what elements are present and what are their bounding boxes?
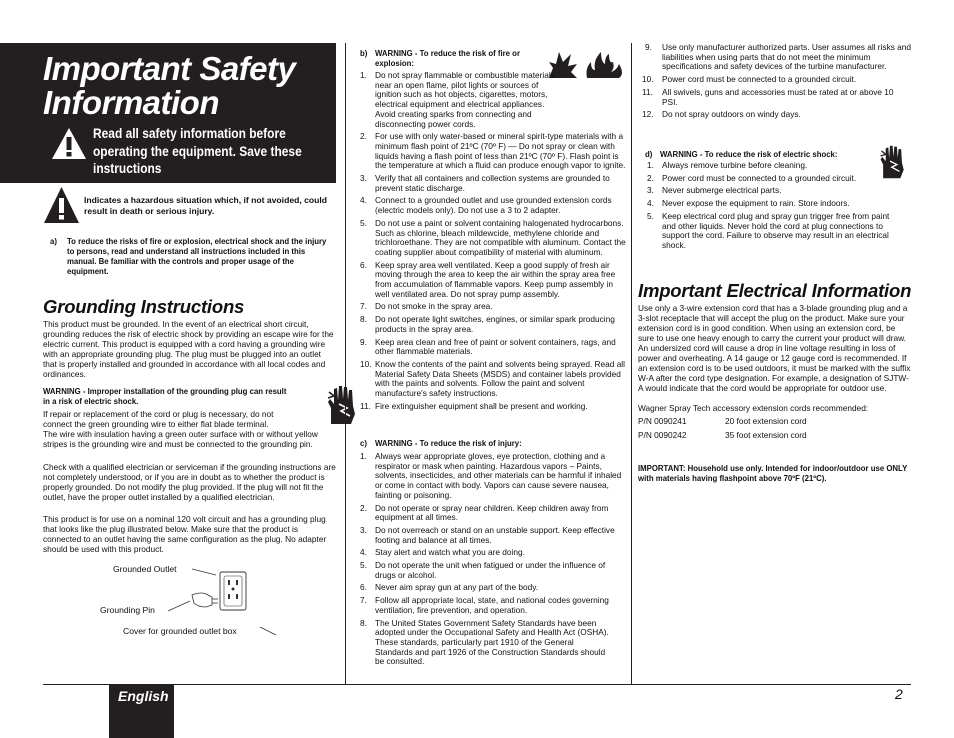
- subtitle-line: instructions: [93, 161, 162, 176]
- title-line-2: Information: [43, 84, 219, 121]
- list-item: 11. Fire extinguisher equipment shall be present and working.: [360, 400, 588, 411]
- list-item: 7. Do not smoke in the spray area.: [360, 301, 493, 312]
- section-label: d): [645, 150, 653, 159]
- electric-shock-hand-icon: [325, 384, 360, 426]
- list-item: 11. All swivels, guns and accessories must be rated at or above 10 PSI.: [642, 86, 894, 107]
- cover-label: Cover for grounded outlet box: [123, 626, 237, 636]
- list-item: 5. Do not use a paint or solvent containing halogenated hydrocarbons. Such as chlorine, bleach mildewcide, methylene chloride and trichloroethane. They are not compatible with aluminum. Contact the coating supplier about compatibility of material with aluminum.: [360, 217, 626, 257]
- column-divider: [631, 43, 632, 684]
- list-item: 10. Power cord must be connected to a grounded circuit.: [642, 74, 857, 85]
- list-item: 1. Always wear appropriate gloves, eye protection, clothing and a respirator or mask when painting. Hazardous vapors – Paints, solvents, insecticides, and other materials can be harmful if inhaled or come in contact with body. Vapors can cause severe nausea, fainting or poisoning.: [360, 451, 622, 500]
- subtitle-line: operating the equipment. Save these: [93, 143, 302, 159]
- list-item: 4. Connect to a grounded outlet and use grounded extension cords (electric models only). Do not use a 3 to 2 adapter.: [360, 195, 612, 216]
- grounding-text: If repair or replacement of the cord or plug is necessary, do not connect the green grounding wire to either flat blade terminal.: [43, 409, 274, 429]
- language-tab: English: [109, 685, 174, 738]
- read-instructions-banner: [93, 125, 326, 178]
- list-item: 3. Verify that all containers and collection systems are grounded to prevent static discharge.: [360, 173, 610, 193]
- list-item: 2. Do not operate or spray near children. Keep children away from equipment at all times.: [360, 502, 609, 523]
- injury-warning-list-continued: [642, 42, 912, 123]
- section-heading-text: WARNING - To reduce the risk of injury:: [375, 439, 522, 448]
- extension-cords-intro: Wagner Spray Tech accessory extension cords recommended:: [638, 403, 869, 413]
- list-item: 1. Do not spray flammable or combustible materials near an open flame, pilot lights or sources of ignition such as hot objects, cigarettes, motors, electrical equipment and electrical appliances. Avoid creating sparks from connecting and disconnecting power cords.: [360, 70, 555, 129]
- injury-warning-list: [360, 452, 628, 670]
- list-item: 9. Keep area clean and free of paint or solvent containers, rags, and other flammable materials.: [360, 336, 616, 357]
- note-text: To reduce the risks of fire or explosion, electrical shock and the injury to persons, read and understand all instructions included in this manual. Be familiar with the controls and proper usage of the equipment.: [67, 237, 327, 276]
- subtitle-line: Read all safety information before: [93, 126, 286, 141]
- list-item: 7. Follow all appropriate local, state, and national codes governing ventilation, fire prevention, and operation.: [360, 595, 609, 615]
- page-number: 2: [895, 686, 903, 702]
- list-item: 1. Always remove turbine before cleaning.: [647, 160, 808, 170]
- outlet-illustration: [98, 561, 338, 641]
- grounding-paragraph: [43, 409, 337, 449]
- general-warning-note: [50, 237, 334, 277]
- list-item: 3. Never submerge electrical parts.: [647, 185, 782, 196]
- fire-warning-heading: [360, 49, 550, 69]
- grounding-pin-label: Grounding Pin: [100, 605, 155, 615]
- shock-warning-list: [647, 161, 892, 254]
- part-number: P/N 0090242: [638, 430, 687, 440]
- page-title: [43, 52, 295, 120]
- injury-warning-heading: [360, 439, 628, 449]
- safety-title-banner: [0, 43, 336, 183]
- list-item: 5. Do not operate the unit when fatigued or under the influence of drugs or alcohol.: [360, 560, 606, 580]
- warning-triangle-icon: [43, 186, 80, 224]
- part-number: P/N 0090241: [638, 416, 687, 426]
- list-item: 6. Keep spray area well ventilated. Keep a good supply of fresh air moving through the area to keep the air within the spray area free from accumulation of flammable vapors. Keep pump assembly in well ventilated area. Do not spray pump assembly.: [360, 259, 616, 299]
- cord-row: [638, 431, 807, 441]
- electrical-heading: Important Electrical Information: [638, 280, 912, 301]
- list-item: 4. Stay alert and watch what you are doing.: [360, 547, 525, 558]
- column-divider: [345, 43, 346, 684]
- list-item: 2. For use with only water-based or mineral spirit-type materials with a minimum flash point of 21ºC (70º F) — Do not spray or clean with liquids having a flash point of less than 21ºC (70º F). Flash point is the temperature at which a fluid can produce enough vapor to ignite.: [360, 131, 626, 171]
- list-item: 10. Know the contents of the paint and solvents being sprayed. Read all Material Safety Data Sheets (MSDS) and container labels provided with the paints and solvents. Follow the paint and solvent manufacture's safety instructions.: [360, 358, 625, 399]
- section-label: b): [360, 49, 368, 58]
- grounding-heading: Grounding Instructions: [43, 296, 245, 317]
- grounding-warning: WARNING - Improper installation of the grounding plug can result in a risk of electric shock.: [43, 387, 287, 406]
- list-item: 8. The United States Government Safety Standards have been adopted under the Occupational Safety and Health Act (OSHA). These standards, particularly part 1910 of the General Standards and part 1926 of the Construction Standards should be consulted.: [360, 617, 609, 667]
- hazard-definition: Indicates a hazardous situation which, if not avoided, could result in death or serious injury.: [84, 195, 328, 216]
- grounding-paragraph: This product is for use on a nominal 120 volt circuit and has a grounding plug that looks like the plug illustrated below. Make sure that the product is connected to an outlet having the same configuration as the plug. No adapter should be used with this product.: [43, 514, 327, 554]
- shock-warning-heading: [645, 150, 875, 160]
- grounding-paragraph: This product must be grounded. In the event of an electrical short circuit, grounding reduces the risk of electric shock by providing an escape wire for the electric current. This product is equipped with a cord having a grounding wire with an appropriate grounding plug. The plug must be plugged into an outlet that is properly installed and grounded in accordance with all local codes and ordinances.: [43, 319, 334, 379]
- grounded-outlet-label: Grounded Outlet: [113, 564, 177, 574]
- cord-description: 20 foot extension cord: [725, 416, 807, 426]
- cord-description: 35 foot extension cord: [725, 430, 807, 440]
- list-item: 4. Never expose the equipment to rain. Store indoors.: [647, 198, 850, 209]
- outlet-diagram: [98, 561, 338, 641]
- list-item: 3. Do not overreach or stand on an unstable support. Keep effective footing and balance at all times.: [360, 524, 615, 545]
- section-label: c): [360, 439, 367, 448]
- list-item: 6. Never aim spray gun at any part of the body.: [360, 582, 539, 593]
- warning-triangle-icon: [51, 127, 87, 160]
- list-item: 12. Do not spray outdoors on windy days.: [642, 109, 801, 120]
- cord-row: [638, 417, 807, 427]
- fire-warning-list: [360, 71, 628, 415]
- electrical-paragraph: Use only a 3-wire extension cord that has a 3-blade grounding plug and a 3-slot receptacle that will accept the plug on the product. Make sure your extension cord is in good condition. When using an extension cord, be sure to use one heavy enough to carry the current your product will draw. An undersized cord will cause a drop in line voltage resulting in loss of power and overheating. A 14 gauge or 12 gauge cord is recommended. If an extension cord is to be used outdoors, it must be marked with the suffix W-A after the cord type designation. For example, a designation of SJTW-A would indicate that the cord would be appropriate for outdoor use.: [638, 303, 911, 393]
- list-item: 5. Keep electrical cord plug and spray gun trigger free from paint and other liquids. Never hold the cord at plug connections to support the cord. Failure to observe may result in an electrical shock.: [647, 210, 890, 250]
- grounding-text: The wire with insulation having a green outer surface with or without yellow stripes is the grounding wire and must be connected to the grounding pin.: [43, 429, 318, 449]
- title-line-1: Important Safety: [43, 50, 296, 87]
- household-use-notice: IMPORTANT: Household use only. Intended for indoor/outdoor use ONLY with materials having flashpoint above 70ºF (21ºC).: [638, 464, 908, 483]
- section-heading-text: WARNING - To reduce the risk of fire or explosion:: [375, 49, 520, 68]
- list-item: 2. Power cord must be connected to a grounded circuit.: [647, 172, 857, 183]
- grounding-paragraph: Check with a qualified electrician or serviceman if the grounding instructions are not completely understood, or if you are in doubt as to whether the product is properly grounded. Do not modify the plug provided. If the plug will not fit the outlet, have the proper outlet installed by a qualified electrician.: [43, 462, 336, 502]
- note-label: a): [50, 237, 57, 246]
- section-heading-text: WARNING - To reduce the risk of electric shock:: [660, 150, 838, 159]
- list-item: 9. Use only manufacturer authorized parts. User assumes all risks and liabilities when using parts that do not meet the minimum specifications and safety devices of the turbine manufacturer.: [645, 42, 912, 72]
- list-item: 8. Do not operate light switches, engines, or similar spark producing products in the spray area.: [360, 314, 615, 334]
